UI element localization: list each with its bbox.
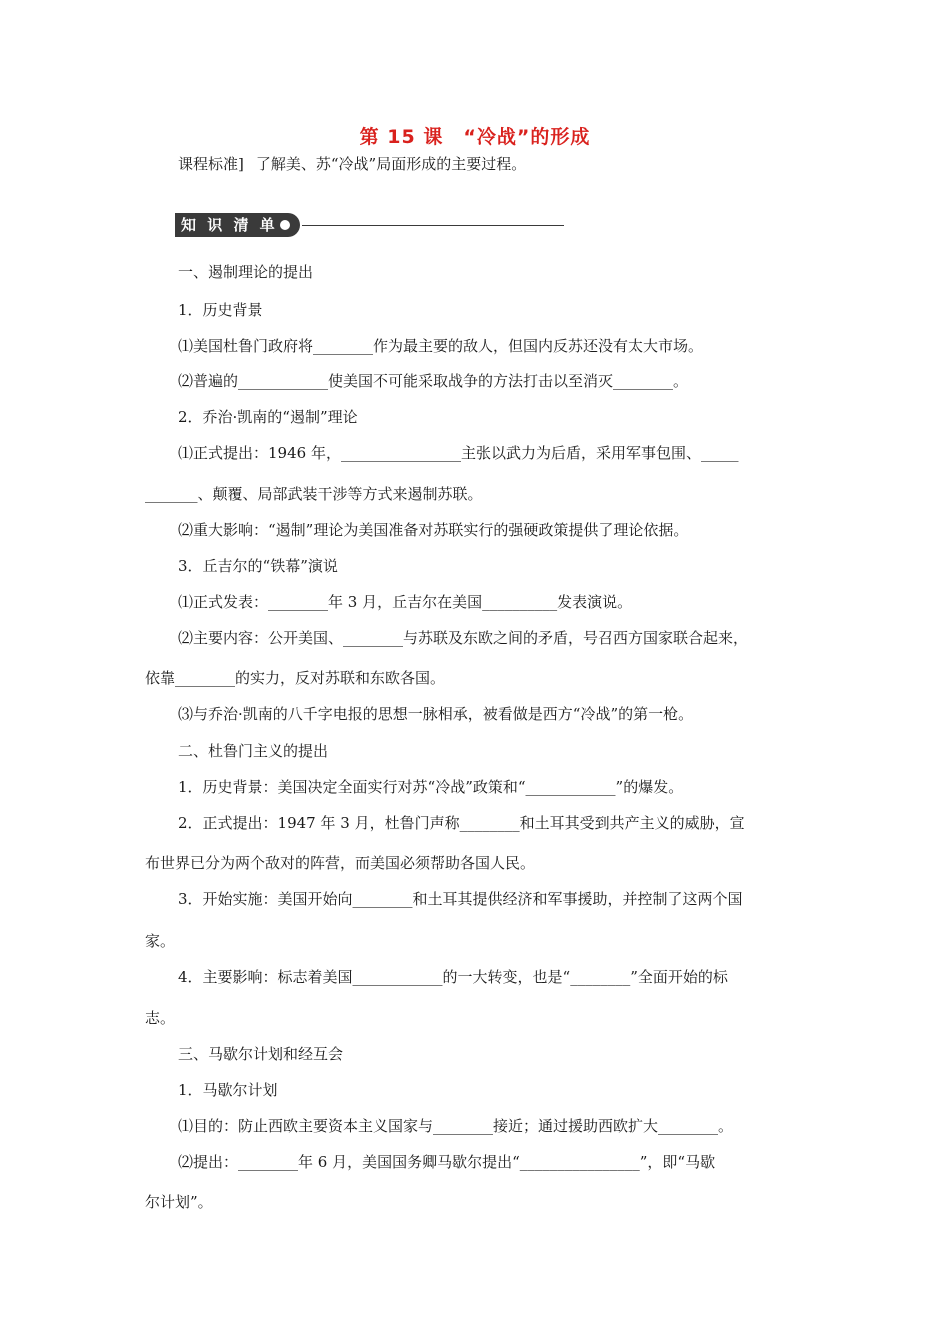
subheading: 1．马歇尔计划 xyxy=(178,1081,278,1099)
paragraph-line: ⑵重大影响：“遏制”理论为美国准备对苏联实行的强硬政策提供了理论依据。 xyxy=(178,521,689,539)
paragraph-line: ⑵主要内容：公开美国、________与苏联及东欧之间的矛盾，号召西方国家联合起来， xyxy=(178,629,749,647)
paragraph-line: 1．历史背景：美国决定全面实行对苏“冷战”政策和“____________”的爆发。 xyxy=(178,778,684,796)
banner-box xyxy=(175,213,300,237)
paragraph-line: ⑴美国杜鲁门政府将________作为最主要的敌人，但国内反苏还没有太大市场。 xyxy=(178,337,704,355)
paragraph-line: 依靠________的实力，反对苏联和东欧各国。 xyxy=(145,669,446,687)
paragraph-line: 布世界已分为两个敌对的阵营，而美国必须帮助各国人民。 xyxy=(145,854,536,872)
paragraph-line: ⑶与乔治·凯南的八千字电报的思想一脉相承，被看做是西方“冷战”的第一枪。 xyxy=(178,705,694,723)
course-standard-text: 了解美、苏“冷战”局面形成的主要过程。 xyxy=(255,155,527,173)
subheading: 1．历史背景 xyxy=(178,301,263,319)
paragraph-line: ⑵提出：________年 6 月，美国国务卿马歇尔提出“________________”，即“马歇 xyxy=(178,1153,716,1171)
paragraph-line: _______、颠覆、局部武装干涉等方式来遏制苏联。 xyxy=(145,485,483,503)
subheading: 2．乔治·凯南的“遏制”理论 xyxy=(178,408,358,426)
course-standard-label: 课程标准] xyxy=(178,155,244,173)
lesson-title: 第 15 课 “冷战”的形成 xyxy=(359,126,591,148)
paragraph-line: 家。 xyxy=(145,932,176,950)
knowledge-list-banner xyxy=(175,213,564,237)
line-text: ⑴正式提出：1946 年，________________主张以武力为后盾，采用军事包围、_____ xyxy=(178,444,739,462)
paragraph-line xyxy=(178,443,806,463)
banner-label: 知 识 清 单 xyxy=(181,216,278,234)
section-heading: 二、杜鲁门主义的提出 xyxy=(178,742,329,760)
banner-rule xyxy=(302,225,564,226)
section-heading: 一、遏制理论的提出 xyxy=(178,263,314,281)
paragraph-line: ⑴目的：防止西欧主要资本主义国家与________接近；通过援助西欧扩大________。 xyxy=(178,1117,734,1135)
section-heading: 三、马歇尔计划和经互会 xyxy=(178,1045,344,1063)
paragraph-line: 2．正式提出：1947 年 3 月，杜鲁门声称________和土耳其受到共产主义的威胁，宣 xyxy=(178,814,745,832)
paragraph-line: 尔计划”。 xyxy=(145,1193,213,1211)
paragraph-line: 4．主要影响：标志着美国____________的一大转变，也是“________”全面开始的标 xyxy=(178,968,728,986)
subheading: 3．丘吉尔的“铁幕”演说 xyxy=(178,557,338,575)
bullet-dot-icon xyxy=(280,220,290,230)
paragraph-line: ⑴正式发表：________年 3 月，丘吉尔在美国__________发表演说。 xyxy=(178,593,633,611)
paragraph-line: ⑵普遍的____________使美国不可能采取战争的方法打击以至消灭________。 xyxy=(178,372,689,390)
paragraph-line: 志。 xyxy=(145,1009,176,1027)
course-standard xyxy=(178,153,526,174)
paragraph-line: 3．开始实施：美国开始向________和土耳其提供经济和军事援助，并控制了这两个国 xyxy=(178,890,743,908)
